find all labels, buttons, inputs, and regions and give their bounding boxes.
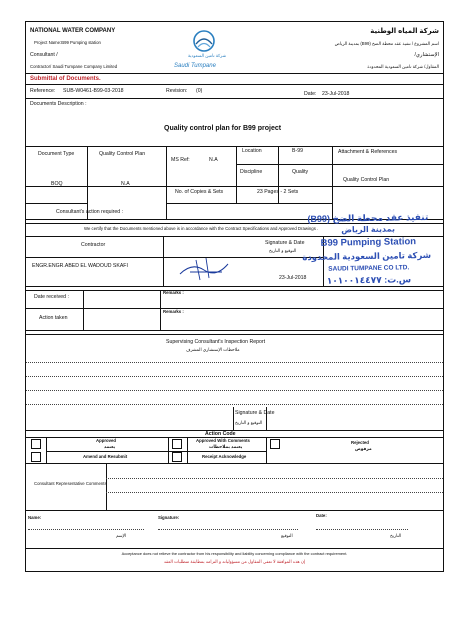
action-taken-label: Action taken xyxy=(39,315,68,321)
approved-comments-label: Approved With Comments xyxy=(196,438,250,443)
receipt-ack-checkbox[interactable] xyxy=(172,452,182,462)
attachment-label: Attachment & References xyxy=(338,149,398,155)
discipline-label: Discipline xyxy=(240,169,263,175)
reference-value: SUB-W0461-B99-03-2018 xyxy=(63,88,124,94)
consultant-action-title: Consultant's action required : xyxy=(56,209,124,215)
signature-date-ar: التوقيع و التاريخ xyxy=(269,248,297,253)
reference-label: Reference: xyxy=(30,88,56,94)
company-stamp xyxy=(302,211,432,295)
rejected-ar: مرفوض xyxy=(355,446,372,451)
revision-label: Revision: xyxy=(166,88,188,94)
inspection-title-ar: ملاحظات الإستشاري المشرف xyxy=(186,347,240,352)
approved-label: Approved xyxy=(96,438,117,443)
stamp-line2: بمدينة الرياض xyxy=(341,224,396,235)
document-type-value: BOQ xyxy=(51,181,63,187)
location-value: B-99 xyxy=(292,148,303,154)
remarks2-label: Remarks : xyxy=(163,309,184,314)
form-sheet xyxy=(25,21,444,572)
action-code-title: Action Code xyxy=(205,431,236,437)
company-logo xyxy=(174,26,234,72)
document-title: Quality control plan for B99 project xyxy=(164,125,282,132)
ms-ref-value: N.A xyxy=(209,157,218,163)
engineer-name: ENGR.ENGR.ABED EL WADOUD SKAFI xyxy=(32,263,128,269)
disclaimer-en: Acceptance does not relieve the contractor from his responsibility and liability concerning compliance with the contract requirement. xyxy=(121,551,348,556)
contractor-ar: المقاول/ شركة تامين السعودية المحدودة xyxy=(367,64,439,69)
disclaimer-ar: إن هذه الموافقة لا تعفي المقاول من مسؤولياته و التزامه بمطابقة متطلبات العقد xyxy=(163,559,306,564)
rejected-label: Rejected xyxy=(351,440,369,445)
remarks-label: Remarks : xyxy=(163,290,184,295)
attachment-value: Quality Control Plan xyxy=(343,177,390,183)
document-type-label: Document Type xyxy=(38,151,75,157)
logo-icon xyxy=(174,26,234,56)
approved-comments-checkbox[interactable] xyxy=(172,439,182,449)
amend-resubmit-checkbox[interactable] xyxy=(31,452,41,462)
copies-label: No. of Copies & Sets xyxy=(175,189,224,195)
inspection-signature-label: Signature & Date xyxy=(235,410,275,416)
approved-comments-ar: يعتمد بملاحظات xyxy=(209,444,243,449)
inspection-title: Supervising Consultant's Inspection Report xyxy=(166,339,266,345)
date-ar: التاريخ xyxy=(390,533,402,538)
logo-arabic: شركة تامين السعودية xyxy=(188,53,227,58)
rep-comments-label: Consultant Representative Comments xyxy=(34,481,107,486)
contractor-label: Contractor xyxy=(81,242,106,248)
signature-scribble xyxy=(176,258,236,282)
signed-date: 23-Jul-2018 xyxy=(279,275,307,281)
inspection-signature-ar: التوقيع و التاريخ xyxy=(235,420,263,425)
signature-label: Signature: xyxy=(158,515,180,520)
signature-ar: التوقيع xyxy=(281,533,293,538)
discipline-value: Quality xyxy=(292,169,309,175)
certify-text: We certify that the Documents mentioned above is in accordance with the Contract Specifications and Approved Drawings . xyxy=(84,226,319,231)
stamp-line6: س.ت: ١٠١٠٠١٤٤٧٧ xyxy=(326,274,412,286)
signature-date-label: Signature & Date xyxy=(265,240,305,246)
qcp-label: Quality Control Plan xyxy=(99,151,146,157)
project-name-en: Project Name:B99 Pumping station xyxy=(34,40,101,45)
rejected-checkbox[interactable] xyxy=(270,439,280,449)
stamp-line5: SAUDI TUMPANE CO LTD. xyxy=(328,264,410,273)
logo-text: Saudi Tumpane xyxy=(174,63,216,69)
company-name-ar: شركة المياه الوطنية xyxy=(370,28,439,35)
submittal-title: Submittal of Documents. xyxy=(30,76,101,82)
date-footer-label: Date: xyxy=(316,513,327,518)
amend-resubmit-label: Amend and Resubmit xyxy=(83,454,128,459)
company-name-en: NATIONAL WATER COMPANY xyxy=(30,28,116,34)
consultant-ar: الإستشاري/ xyxy=(414,52,439,58)
qcp-value: N.A xyxy=(121,181,130,187)
stamp-line1: تنفيذ عقد محطة الضخ (B99) xyxy=(307,211,429,225)
description-label: Documents Description : xyxy=(30,101,87,107)
consultant-en: Consultant / xyxy=(30,52,58,58)
stamp-line4: شركة تامين السعودية المحدودة xyxy=(302,249,432,263)
approved-checkbox[interactable] xyxy=(31,439,41,449)
approved-ar: يعتمد xyxy=(104,444,116,449)
date-received-label: Date received : xyxy=(34,294,69,300)
name-label: Name: xyxy=(28,515,42,520)
revision-value: (0) xyxy=(196,88,203,94)
name-ar: الإسم xyxy=(116,533,127,538)
project-name-ar: اسم المشروع / تنفيذ عقد محطة الضخ (B99) بمدينة الرياض xyxy=(334,41,439,46)
contractor-en: Contractor/ Saudi Tumpane Company Limited xyxy=(30,64,118,69)
date-value: 23-Jul-2018 xyxy=(322,91,350,97)
receipt-ack-label: Receipt Acknowledge xyxy=(202,454,247,459)
stamp-line3: B99 Pumping Station xyxy=(320,236,417,249)
date-label: Date: xyxy=(304,91,317,97)
location-label: Location xyxy=(242,148,262,154)
copies-value: 23 Pages - 2 Sets xyxy=(257,189,299,195)
ms-ref-label: MS Ref: xyxy=(171,157,190,163)
